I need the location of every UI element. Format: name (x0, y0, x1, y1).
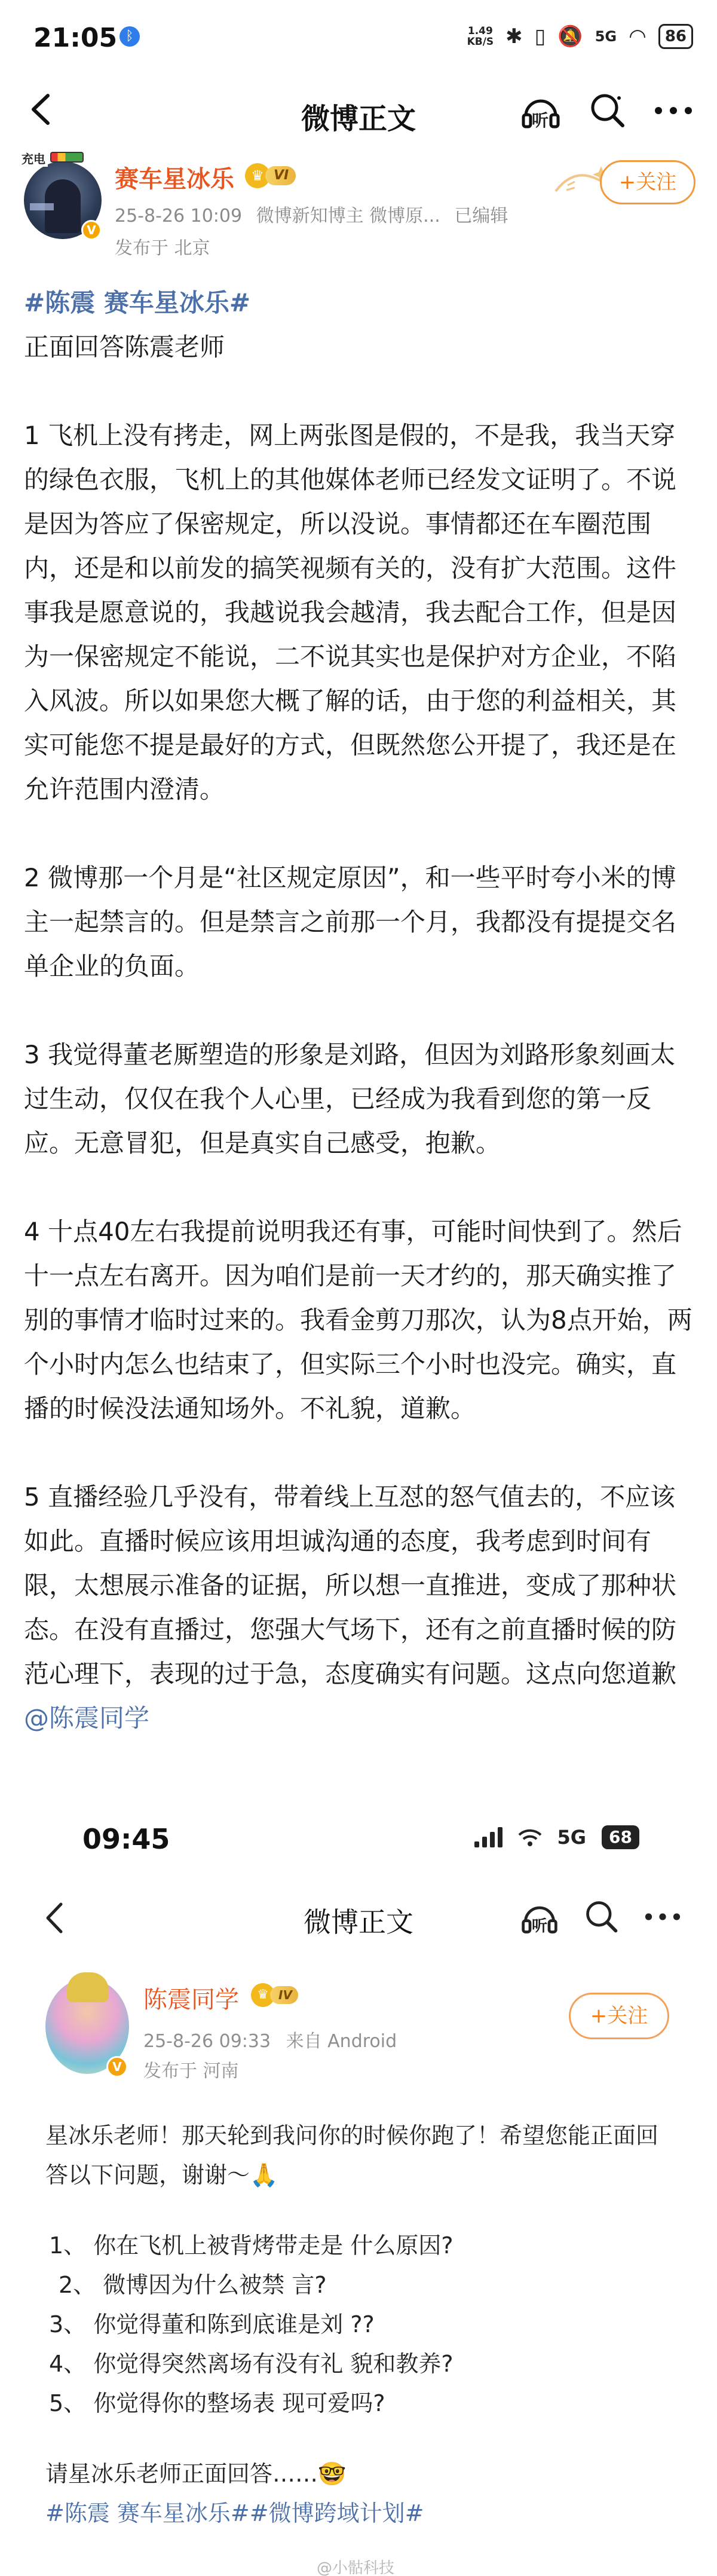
screenshot-question-2: 2、 微博因为什么被禁 言? (59, 2272, 327, 2298)
post-paragraph-2: 2 微博那一个月是“社区规定原因”，和一些平时夸小米的博主一起禁言的。但是禁言之前那一个月，我都没有提提交名单企业的负面。 (24, 863, 677, 981)
screenshot-page-title: 微博正文 (304, 1906, 413, 1938)
screenshot-line-1: 星冰乐老师！那天轮到我问你的时候你跑了！希望您能正面回答以下问题，谢谢～🙏 (45, 2122, 659, 2188)
post-paragraph-4: 4 十点40左右我提前说明我还有事，可能时间快到了。然后十一点左右离开。因为咱们是前一天才约的，那天确实推了别的事情才临时过来的。我看金剪刀那次，认为8点开始，两个小时内怎么也结束了，但实际三个小时也没完。确实，直播的时候没法通知场外。不礼貌，道歉。 (24, 1217, 693, 1423)
screenshot-follow-button: +关注 (569, 1993, 669, 2039)
screenshot-author-name: 陈震同学 (143, 1986, 239, 2014)
charge-bar-icon (50, 152, 84, 163)
level-badge (245, 163, 296, 189)
post-paragraph-5-text: 5 直播经验几乎没有，带着线上互怼的怒气值去的，不应该如此。直播时候应该用坦诚沟通的态度，我考虑到时间有限，太想展示准备的证据，所以想一直推进，变成了那种状态。在没有直播过，您强大气场下，还有之前直播时候的防范心理下，表现的过于急，态度确实有问题。这点向您道歉 (24, 1482, 677, 1688)
signal-icon: 5G (595, 28, 617, 45)
screenshot-nav-actions (520, 1897, 681, 1936)
wifi-icon: ◠ (629, 25, 646, 48)
post-intro: 正面回答陈震老师 (24, 332, 225, 362)
page-title: 微博正文 (301, 102, 416, 136)
screenshot-question-5: 5、 你觉得你的整场表 现可爱吗? (49, 2390, 385, 2416)
more-icon (654, 105, 693, 117)
follow-button[interactable]: +关注 (600, 160, 695, 204)
edited-label: 已编辑 (454, 206, 508, 227)
signal-bars-icon (474, 1827, 502, 1847)
post-location: 发布于 北京 (115, 238, 210, 259)
post-meta (115, 201, 516, 227)
status-time: 21:05 (33, 23, 118, 53)
search-icon (588, 91, 627, 130)
listen-button[interactable] (520, 90, 562, 131)
screenshot-question-4: 4、 你觉得突然离场有没有礼 貌和教养? (49, 2351, 454, 2377)
wifi-icon (518, 1828, 542, 1847)
screenshot-nav-bar (0, 1883, 717, 1954)
post-paragraph-5 (24, 1475, 693, 1740)
screenshot-level-badge (251, 1983, 298, 2007)
status-right (467, 23, 693, 50)
bluetooth-status-icon: ✱ (505, 25, 523, 48)
screenshot-author (0, 1966, 717, 2098)
author-name[interactable]: 赛车星冰乐 (115, 166, 234, 193)
screenshot-status-bar (0, 1799, 717, 1865)
screenshot-location: 发布于 河南 (143, 2061, 239, 2082)
screenshot-question-1: 1、 你在飞机上被背烤带走是 什么原因? (49, 2232, 454, 2259)
crown-icon: ♛ (251, 1983, 275, 2007)
battery-indicator: 68 (602, 1825, 639, 1849)
verified-icon: V (81, 220, 102, 240)
post-time: 25-8-26 10:09 (115, 206, 243, 227)
search-button[interactable] (588, 91, 627, 130)
screenshot-closing: 请星冰乐老师正面回答……🤓 (45, 2461, 347, 2487)
author-title: 微博新知博主 微博原... (256, 206, 440, 227)
screenshot-hashtags: #陈震 赛车星冰乐##微博跨域计划# (45, 2500, 424, 2526)
vibrate-icon: ▯ (534, 25, 546, 48)
watermark: @小骷科技 (317, 2559, 395, 2576)
level-text: VI (265, 166, 296, 185)
screenshot-question-3: 3、 你觉得董和陈到底谁是刘 ?? (49, 2311, 375, 2338)
screenshot-time-posted: 25-8-26 09:33 (143, 2031, 271, 2052)
nav-bar (0, 72, 717, 149)
avatar-hat (67, 1972, 109, 2002)
mute-icon: 🔕 (557, 25, 583, 48)
screenshot-level-text: IV (270, 1986, 298, 2004)
screenshot-meta (143, 2026, 406, 2052)
post-author (0, 149, 717, 269)
screenshot-source: 来自 Android (286, 2031, 397, 2052)
screenshot-time: 09:45 (82, 1823, 170, 1855)
screenshot-body (45, 2116, 679, 2533)
post-paragraph-1: 1 飞机上没有拷走，网上两张图是假的，不是我，我当天穿的绿色衣服，飞机上的其他媒体老师已经发文证明了。不说是因为答应了保密规定，所以没说。事情都还在车圈范围内，还是和以前发的搞笑视频有关的，没有扩大范围。这件事我是愿意说的，我越说我会越清，我去配合工作，但是因为一保密规定不能说，二不说其实也是保护对方企业，不陷入风波。所以如果您大概了解的话，由于您的利益相关，其实可能您不提是最好的方式，但既然您公开提了，我还是在允许范围内澄清。 (24, 421, 677, 804)
avatar-sign (30, 203, 54, 210)
screenshot-listen (520, 1897, 559, 1936)
verified-icon: V (106, 2056, 128, 2078)
more-button[interactable] (654, 105, 693, 117)
battery-indicator: 86 (658, 24, 693, 49)
net-speed: 1.49 KB/S (467, 25, 494, 48)
nav-actions (520, 90, 693, 131)
network-type: 5G (557, 1826, 587, 1849)
search-icon (583, 1898, 620, 1935)
screenshot-status-right (474, 1825, 640, 1849)
listen-label: 听 (532, 111, 549, 130)
hashtag-link[interactable]: #陈震 赛车星冰乐# (24, 288, 251, 317)
screenshot-listen-label: 听 (532, 1917, 548, 1935)
status-bar (0, 0, 717, 72)
charge-label: 充电 (19, 149, 48, 167)
embedded-screenshot[interactable] (0, 1799, 717, 2576)
mention-link[interactable]: @陈震同学 (24, 1703, 150, 1733)
post-paragraph-3: 3 我觉得董老厮塑造的形象是刘路，但因为刘路形象刻画太过生动，仅仅在我个人心里，已经成为我看到您的第一反应。无意冒犯，但是真实自己感受，抱歉。 (24, 1040, 676, 1158)
crown-icon: ♛ (245, 163, 270, 188)
more-icon (644, 1911, 681, 1923)
bluetooth-icon: ᛒ (120, 26, 140, 47)
post-body (24, 281, 693, 1740)
